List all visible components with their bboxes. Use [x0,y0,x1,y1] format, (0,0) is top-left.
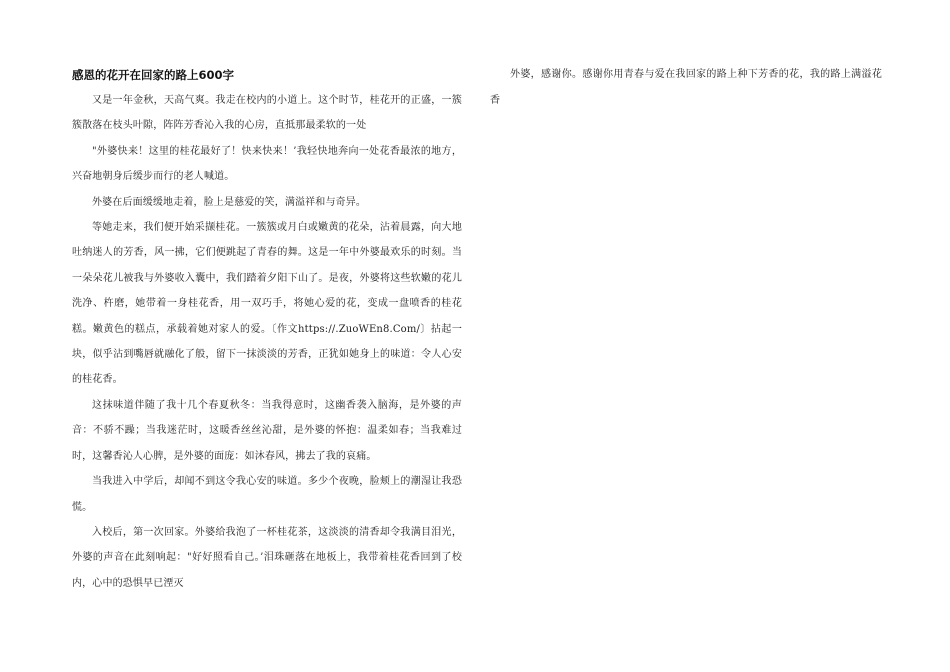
paragraph-2: "外婆快来！这里的桂花最好了！快来快来！’我轻快地奔向一处花香最浓的地方，兴奋地朝身后缓步而行的老人喊道。 [72,145,462,183]
right-column [490,62,882,114]
paragraph-6: 当我进入中学后，却闻不到这令我心安的味道。多少个夜晚，脸颊上的潮湿让我恐慌。 [72,476,462,513]
paragraph-4: 等她走来，我们便开始采撷桂花。一簇簇或月白或嫩黄的花朵，沾着晨露，向大地吐纳迷人的芳香，风一拂，它们便跳起了青春的舞。这是一年中外婆最欢乐的时刻。当一朵朵花儿被我与外婆收入囊中，我们踏着夕阳下山了。是夜，外婆将这些软嫩的花儿洗净、杵磨，她带着一身桂花香，用一双巧手，将她心爱的花，变成一盘喷香的桂花糕。嫩黄色的糕点，承载着她对家人的爱。〔作文https://.ZuoWEn8.Com/〕拈起一块，似乎沾到嘴唇就融化了般，留下一抹淡淡的芳香，正犹如她身上的味道：令人心安的桂花香。 [72,222,462,386]
paragraph-1: 又是一年金秋，天高气爽。我走在校内的小道上。这个时节，桂花开的正盛，一簇簇散落在枝头叶隙，阵阵芳香沁入我的心房，直抵那最柔软的一处 [72,95,462,132]
paragraph-5: 这抹味道伴随了我十几个春夏秋冬：当我得意时，这幽香袭入脑海，是外婆的声音：不骄不躁；当我迷茫时，这暖香丝丝沁甜，是外婆的怀抱：温柔如春；当我难过时，这馨香沁人心脾，是外婆的面庞：如沐春风，拂去了我的哀痛。 [72,399,462,462]
paragraph-3: 外婆在后面缓缓地走着，脸上是慈爱的笑，满溢祥和与奇异。 [92,196,367,208]
paragraph-8: 外婆，感谢你。感谢你用青春与爱在我回家的路上种下芳香的花，我的路上满溢花香 [490,69,882,106]
left-column [72,62,462,596]
page-title: 感恩的花开在回家的路上600字 [72,68,235,82]
paragraph-7: 入校后，第一次回家。外婆给我泡了一杯桂花茶，这淡淡的清香却令我满目泪光，外婆的声音在此刻响起："好好照看自己。’泪珠砸落在地板上，我带着桂花香回到了校内，心中的恐惧早已湮灭 [72,526,462,589]
